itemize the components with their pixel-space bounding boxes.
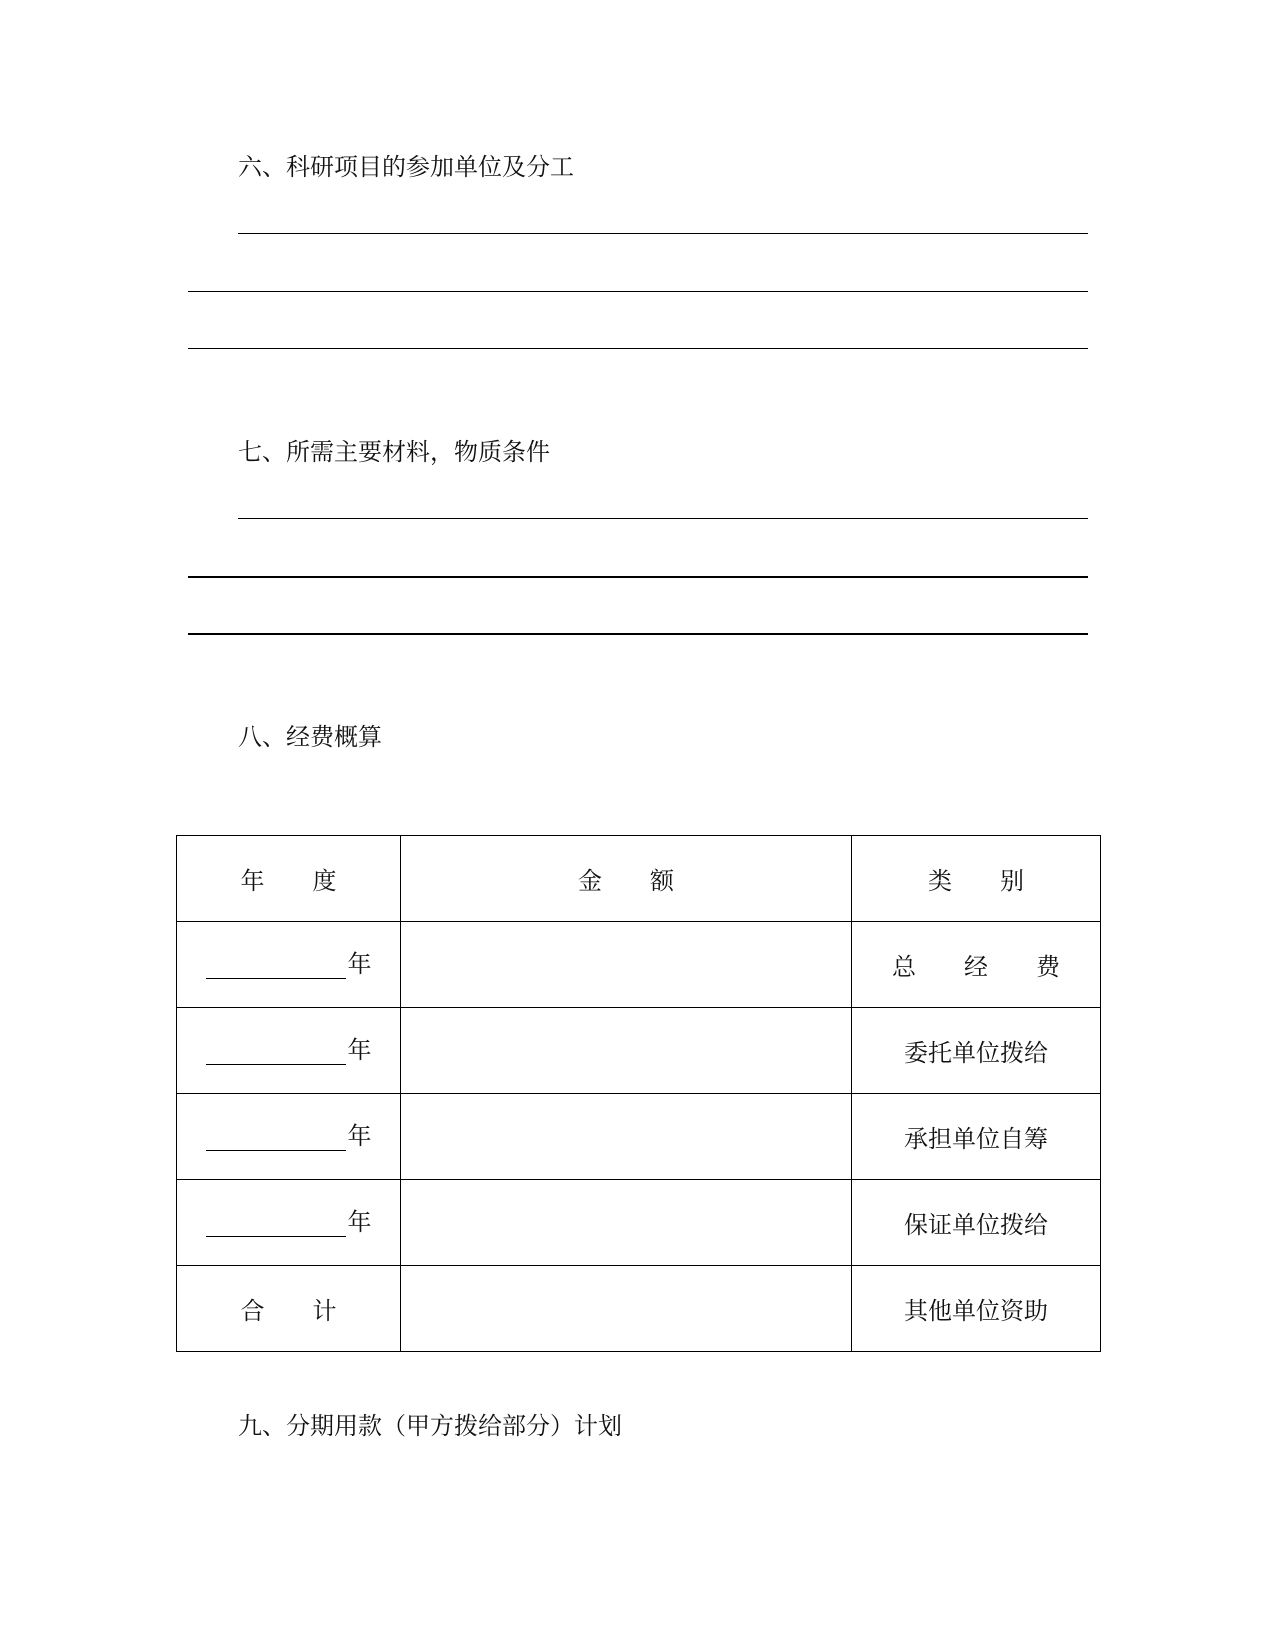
amount-cell[interactable] — [401, 1008, 852, 1094]
section-6-line-2[interactable] — [188, 291, 1088, 292]
table-row — [177, 922, 1101, 1008]
year-blank[interactable] — [206, 1042, 346, 1065]
year-suffix: 年 — [347, 950, 372, 978]
year-blank[interactable] — [206, 956, 346, 979]
amount-cell[interactable] — [401, 1180, 852, 1266]
table-row-total — [177, 1266, 1101, 1352]
year-suffix: 年 — [347, 1208, 372, 1236]
year-blank[interactable] — [206, 1214, 346, 1237]
category-cell: 总 经 费 — [852, 922, 1101, 1008]
year-cell[interactable] — [177, 922, 401, 1008]
section-6-line-1[interactable] — [238, 233, 1088, 234]
amount-cell[interactable] — [401, 1266, 852, 1352]
header-year: 年 度 — [177, 836, 401, 922]
year-blank[interactable] — [206, 1128, 346, 1151]
section-7-line-1[interactable] — [238, 518, 1088, 519]
year-cell[interactable] — [177, 1008, 401, 1094]
amount-cell[interactable] — [401, 922, 852, 1008]
total-label: 合 计 — [177, 1266, 401, 1352]
section-9-heading: 九、分期用款（甲方拨给部分）计划 — [238, 1412, 622, 1440]
category-cell: 保证单位拨给 — [852, 1180, 1101, 1266]
amount-cell[interactable] — [401, 1094, 852, 1180]
section-8-heading: 八、经费概算 — [238, 723, 382, 751]
category-cell: 委托单位拨给 — [852, 1008, 1101, 1094]
section-6-heading: 六、科研项目的参加单位及分工 — [238, 153, 574, 181]
header-category: 类 别 — [852, 836, 1101, 922]
table-header-row — [177, 836, 1101, 922]
year-suffix: 年 — [347, 1122, 372, 1150]
section-6-line-3[interactable] — [188, 348, 1088, 349]
table-row — [177, 1008, 1101, 1094]
category-cell: 其他单位资助 — [852, 1266, 1101, 1352]
year-cell[interactable] — [177, 1094, 401, 1180]
section-7-line-2[interactable] — [188, 576, 1088, 578]
table-row — [177, 1180, 1101, 1266]
table-row — [177, 1094, 1101, 1180]
year-cell[interactable] — [177, 1180, 401, 1266]
category-cell: 承担单位自筹 — [852, 1094, 1101, 1180]
budget-table — [176, 835, 1101, 1352]
year-suffix: 年 — [347, 1036, 372, 1064]
header-amount: 金 额 — [401, 836, 852, 922]
section-7-line-3[interactable] — [188, 633, 1088, 635]
section-7-heading: 七、所需主要材料，物质条件 — [238, 438, 550, 466]
